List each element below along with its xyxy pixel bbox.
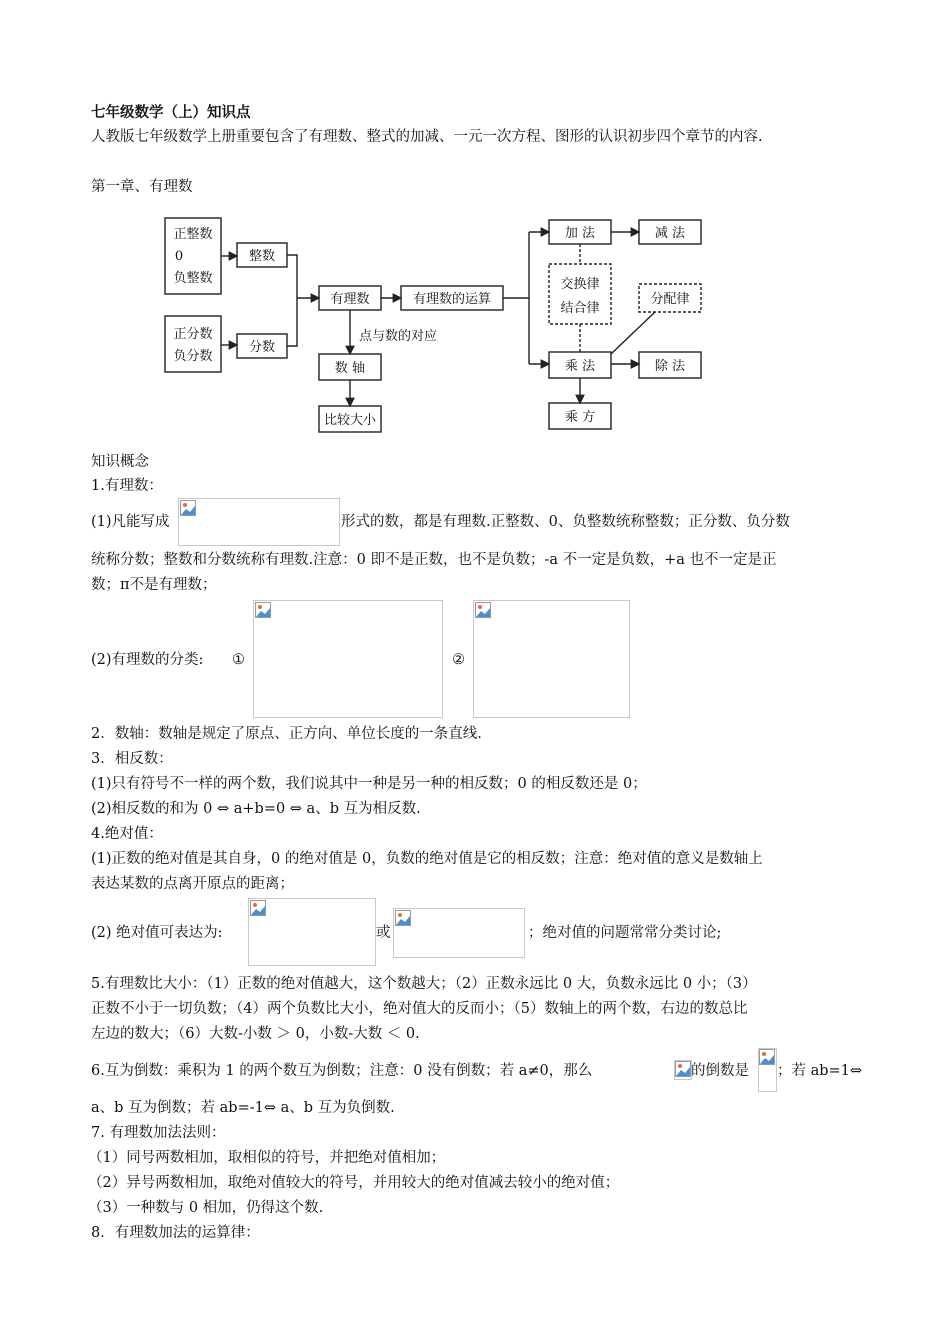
intro-paragraph: 人教版七年级数学上册重要包含了有理数、整式的加减、一元一次方程、图形的认识初步四个章节的内容. bbox=[91, 129, 763, 145]
reciprocal-image-2 bbox=[758, 1048, 777, 1092]
document-title: 七年级数学（上）知识点 bbox=[91, 104, 251, 121]
diagram-operations: 有理数的运算 bbox=[412, 292, 492, 307]
section-3-1-text: (1)只有符号不一样的两个数，我们说其中一种是另一种的相反数；0 的相反数还是 0； bbox=[91, 776, 647, 792]
broken-image-icon bbox=[475, 602, 491, 618]
diagram-number-axis: 数 轴 bbox=[334, 361, 366, 376]
diagram-associative: 结合律 bbox=[560, 301, 600, 316]
broken-image-icon bbox=[255, 602, 271, 618]
section-1-1-text-d: 数；π不是有理数； bbox=[91, 577, 217, 593]
circle-two: ② bbox=[452, 652, 465, 668]
section-1-1-text-a: (1)凡能写成 bbox=[91, 514, 170, 530]
diagram-positive-integer: 正整数 bbox=[173, 227, 213, 242]
section-8-heading: 8．有理数加法的运算律： bbox=[91, 1225, 260, 1241]
section-3-heading: 3．相反数： bbox=[91, 751, 173, 767]
broken-image-icon bbox=[180, 500, 196, 516]
section-1-2-text: (2)有理数的分类: bbox=[91, 652, 204, 668]
diagram-zero: 0 bbox=[174, 249, 184, 264]
section-6-text-b: 的倒数是 bbox=[691, 1063, 749, 1079]
section-5-text-b: 正数不小于一切负数；（4）两个负数比大小，绝对值大的反而小；（5）数轴上的两个数，右边的数总比 bbox=[91, 1001, 748, 1017]
circle-one: ① bbox=[232, 652, 245, 668]
abs-formula-image-1 bbox=[248, 898, 376, 966]
diagram-negative-fraction: 负分数 bbox=[173, 349, 213, 364]
diagram-distributive: 分配律 bbox=[650, 292, 690, 307]
section-1-1-text-c: 统称分数；整数和分数统称有理数.注意：0 即不是正数，也不是负数；-a 不一定是负数，+a 也不一定是正 bbox=[91, 552, 777, 568]
broken-image-icon bbox=[675, 1061, 691, 1077]
diagram-negative-integer: 负整数 bbox=[173, 271, 213, 286]
section-2-text: 2．数轴：数轴是规定了原点、正方向、单位长度的一条直线. bbox=[91, 726, 482, 742]
diagram-compare: 比较大小 bbox=[323, 413, 377, 428]
section-1-heading: 1.有理数： bbox=[91, 478, 163, 494]
section-1-1-text-b: 形式的数，都是有理数.正整数、0、负整数统称整数；正分数、负分数 bbox=[341, 514, 790, 530]
section-7-heading: 7. 有理数加法法则： bbox=[91, 1125, 226, 1141]
rational-number-diagram bbox=[155, 198, 715, 440]
classification-image-2 bbox=[473, 600, 630, 718]
diagram-power: 乘 方 bbox=[564, 410, 596, 425]
section-4-2-text-b: 或 bbox=[376, 925, 391, 941]
diagram-commutative: 交换律 bbox=[560, 277, 600, 292]
section-7-3-text: （3）一种数与 0 相加，仍得这个数. bbox=[88, 1200, 324, 1216]
section-6-text-d: a、b 互为倒数；若 ab=-1⇔ a、b 互为负倒数. bbox=[91, 1100, 395, 1116]
diagram-division: 除 法 bbox=[654, 359, 686, 374]
section-4-1-text-a: (1)正数的绝对值是其自身，0 的绝对值是 0，负数的绝对值是它的相反数；注意：绝对值的意义是数轴上 bbox=[91, 851, 763, 867]
section-4-2-text-c: ；绝对值的问题常常分类讨论; bbox=[528, 925, 722, 941]
diagram-integer: 整数 bbox=[248, 249, 276, 264]
section-7-2-text: （2）异号两数相加，取绝对值较大的符号，并用较大的绝对值减去较小的绝对值； bbox=[88, 1175, 620, 1191]
section-6-text-c: ；若 ab=1⇔ bbox=[777, 1063, 863, 1079]
section-4-2-text-a: (2) 绝对值可表达为: bbox=[91, 925, 223, 941]
diagram-subtraction: 减 法 bbox=[654, 226, 686, 241]
diagram-fraction: 分数 bbox=[248, 340, 276, 355]
section-7-1-text: （1）同号两数相加，取相似的符号，并把绝对值相加； bbox=[88, 1150, 446, 1166]
section-6-text-a: 6.互为倒数：乘积为 1 的两个数互为倒数；注意：0 没有倒数；若 a≠0，那么 bbox=[91, 1063, 593, 1079]
section-5-text-c: 左边的数大；（6）大数-小数 ＞ 0，小数-大数 ＜ 0. bbox=[91, 1026, 420, 1042]
diagram-multiplication: 乘 法 bbox=[564, 359, 596, 374]
diagram-addition: 加 法 bbox=[564, 226, 596, 241]
diagram-positive-fraction: 正分数 bbox=[173, 327, 213, 342]
section-4-heading: 4.绝对值： bbox=[91, 826, 163, 842]
broken-image-icon bbox=[759, 1049, 775, 1065]
broken-image-icon bbox=[250, 900, 266, 916]
section-4-1-text-b: 表达某数的点离开原点的距离； bbox=[91, 876, 294, 892]
formula-image-placeholder bbox=[178, 498, 340, 546]
classification-image-1 bbox=[253, 600, 443, 718]
broken-image-icon bbox=[395, 910, 411, 926]
diagram-rational: 有理数 bbox=[330, 292, 370, 307]
diagram-correspondence: 点与数的对应 bbox=[358, 329, 438, 344]
section-5-text-a: 5.有理数比大小：（1）正数的绝对值越大，这个数越大；（2）正数永远比 0 大，负数永远比 0 小；（3） bbox=[91, 976, 757, 992]
reciprocal-image-1 bbox=[674, 1060, 692, 1080]
abs-formula-image-2 bbox=[393, 908, 525, 958]
chapter-heading: 第一章、有理数 bbox=[91, 179, 193, 195]
section-3-2-text: (2)相反数的和为 0 ⇔ a+b=0 ⇔ a、b 互为相反数. bbox=[91, 801, 421, 817]
concepts-heading: 知识概念 bbox=[91, 454, 149, 470]
